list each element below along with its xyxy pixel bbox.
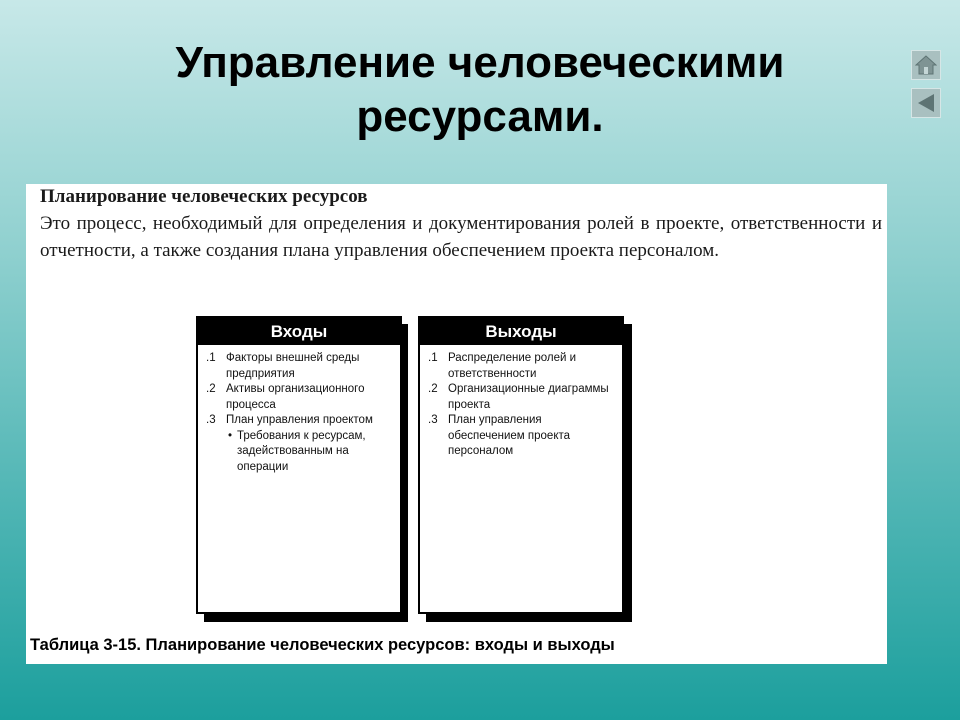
inputs-box-header: Входы bbox=[198, 318, 400, 345]
content-panel bbox=[26, 184, 887, 664]
list-item bbox=[428, 382, 618, 413]
sub-list bbox=[226, 429, 396, 476]
list-item bbox=[206, 351, 396, 382]
back-button[interactable] bbox=[911, 88, 941, 118]
inputs-box bbox=[196, 316, 402, 614]
list-item bbox=[428, 413, 618, 460]
sub-list-item bbox=[228, 429, 396, 476]
slide-title bbox=[80, 36, 880, 144]
item-number: .1 bbox=[206, 352, 216, 364]
item-number: .2 bbox=[428, 383, 438, 395]
home-icon bbox=[915, 55, 937, 75]
item-text-label: План управления проектом bbox=[226, 414, 373, 426]
list-item bbox=[206, 382, 396, 413]
outputs-box bbox=[418, 316, 624, 614]
item-text: Активы организационного процесса bbox=[226, 383, 365, 411]
item-text: Факторы внешней среды предприятия bbox=[226, 352, 360, 380]
item-text: Организационные диаграммы проекта bbox=[448, 383, 609, 411]
home-button[interactable] bbox=[911, 50, 941, 80]
item-text: План управления обеспечением проекта персоналом bbox=[448, 414, 571, 457]
section-heading: Планирование человеческих ресурсов bbox=[40, 186, 368, 207]
list-item bbox=[428, 351, 618, 382]
list-item bbox=[206, 413, 396, 475]
outputs-box-header: Выходы bbox=[420, 318, 622, 345]
outputs-list bbox=[420, 345, 622, 460]
back-arrow-icon bbox=[915, 92, 937, 114]
bullet-icon: • bbox=[228, 429, 233, 442]
slide-title-line-1: Управление человеческими bbox=[175, 38, 785, 87]
section-description: Это процесс, необходимый для определения и документирования ролей в проекте, ответственности и отчетности, а также создания плана управления обеспечением проекта персоналом. bbox=[40, 213, 882, 261]
item-text: Распределение ролей и ответственности bbox=[448, 352, 577, 380]
item-text bbox=[226, 413, 396, 475]
item-number: .3 bbox=[206, 414, 216, 426]
inputs-list bbox=[198, 345, 400, 475]
item-number: .2 bbox=[206, 383, 216, 395]
sub-item-text: Требования к ресурсам, задействованным на операции bbox=[237, 429, 366, 473]
table-caption: Таблица 3-15. Планирование человеческих ресурсов: входы и выходы bbox=[30, 636, 615, 654]
item-number: .1 bbox=[428, 352, 438, 364]
slide-title-line-2: ресурсами. bbox=[356, 92, 604, 141]
item-number: .3 bbox=[428, 414, 438, 426]
